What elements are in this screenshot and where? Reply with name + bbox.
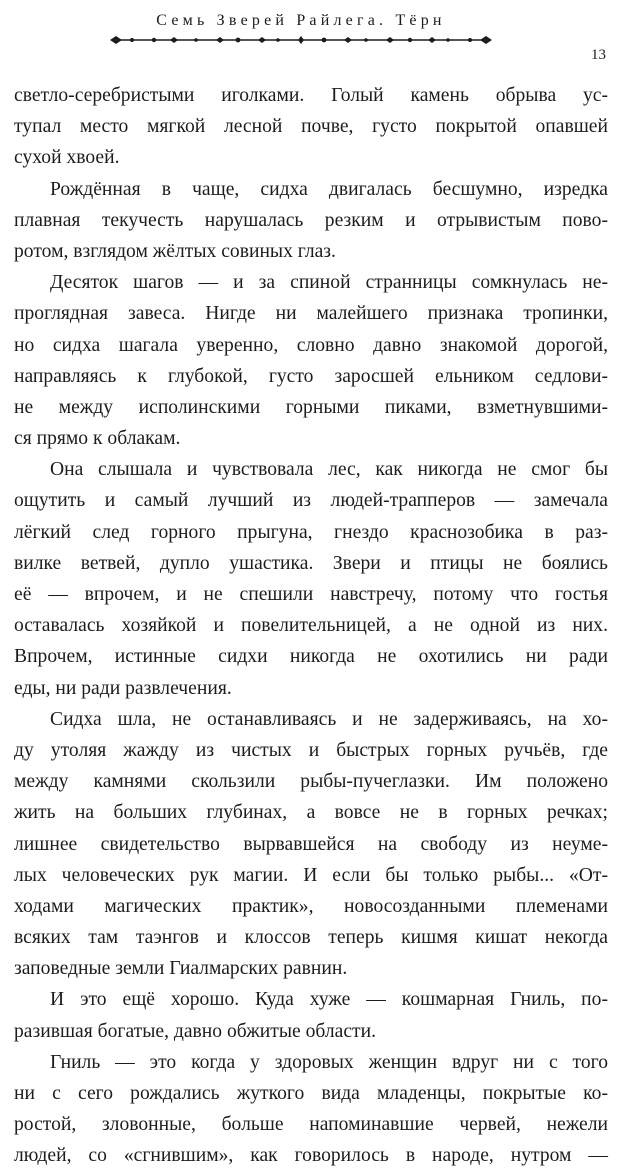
text-line: ни с сего рождались жуткого вида младенцы, покрытые ко- — [14, 1083, 608, 1104]
text-line: вилке ветвей, дупло ушастика. Звери и птицы не боялись — [14, 552, 608, 574]
text-line: но сидха шагала уверенно, словно давно знакомой дорогой, — [14, 334, 608, 356]
text-line: Она слышала и чувствовала лес, как никогда не смог бы — [50, 459, 608, 481]
text-line: Впрочем, истинные сидхи никогда не охотились ни ради — [14, 646, 608, 668]
text-line: ротом, взглядом жёлтых совиных глаз. — [14, 240, 336, 262]
text-line: плавная текучесть нарушалась резким и отрывистым пово- — [14, 209, 608, 231]
text-line: между камнями скользили рыбы-пучеглазки. Им положено — [14, 771, 608, 793]
paragraph — [14, 454, 608, 704]
text-line: заповедные земли Гиалмарских равнин. — [14, 958, 348, 980]
running-head — [0, 11, 620, 63]
text-line: ходами магических практик», новосозданными племенами — [14, 895, 608, 917]
paragraph — [14, 80, 608, 174]
text-line: Десяток шагов — и за спиной странницы сомкнулась не- — [50, 272, 608, 294]
page-number: 13 — [591, 47, 606, 63]
text-line: ощутить и самый лучший из людей-трапперов — замечала — [14, 490, 608, 512]
text-line: лёгкий след горного прыгуна, гнездо краснозобика в раз- — [14, 521, 608, 543]
text-line: еды, ни ради развлечения. — [14, 677, 232, 699]
text-line: Гниль — это когда у здоровых женщин вдруг ни с того — [50, 1051, 608, 1073]
text-line: И это ещё хорошо. Куда хуже — кошмарная Гниль, по- — [50, 989, 608, 1011]
text-line: светло-серебристыми иголками. Голый камень обрыва ус- — [14, 85, 608, 106]
text-line: лишнее свидетельство вырвавшейся на свободу из неуме- — [14, 833, 608, 855]
paragraph — [14, 704, 608, 985]
paragraph — [14, 1047, 608, 1172]
text-line: её — впрочем, и не спешили навстречу, потому что гостья — [14, 584, 608, 605]
body-text — [14, 80, 608, 1172]
text-line: сухой хвоей. — [14, 147, 120, 169]
text-line: не между исполинскими горными пиками, взметнувшими- — [14, 396, 608, 418]
text-line: Рождённая в чаще, сидха двигалась бесшумно, изредка — [50, 178, 608, 200]
text-line: людей, со «сгнившим», как говорилось в народе, нутром — — [14, 1145, 608, 1167]
text-line: Сидха шла, не останавливаясь и не задерживаясь, на хо- — [50, 708, 608, 730]
text-line: ростой, зловонные, больше напоминавшие червей, нежели — [14, 1114, 608, 1136]
paragraph — [14, 174, 608, 268]
running-title: Семь Зверей Райлега. Тёрн — [156, 12, 446, 29]
text-line: всяких там таэнгов и клоссов теперь кишмя кишат некогда — [14, 927, 608, 949]
text-line: тупал место мягкой лесной почве, густо покрытой опавшей — [14, 116, 608, 138]
paragraph — [14, 267, 608, 454]
text-line: направляясь к глубокой, густо заросшей ельником седлови- — [14, 365, 608, 387]
text-line: разившая богатые, давно обжитые области. — [14, 1020, 376, 1042]
text-line: проглядная завеса. Нигде ни малейшего признака тропинки, — [14, 303, 608, 325]
paragraph — [14, 984, 608, 1046]
text-line: ся прямо к облакам. — [14, 428, 181, 450]
text-line: жить на больших глубинах, а вовсе не в горных речках; — [14, 802, 608, 824]
text-line: оставалась хозяйкой и повелительницей, а не одной из них. — [14, 615, 608, 637]
ornament-rule — [110, 33, 492, 47]
text-line: ду утоляя жажду из чистых и быстрых горных ручьёв, где — [14, 739, 608, 761]
text-line: лых человеческих рук магии. И если бы только рыбы... «От- — [14, 864, 608, 886]
